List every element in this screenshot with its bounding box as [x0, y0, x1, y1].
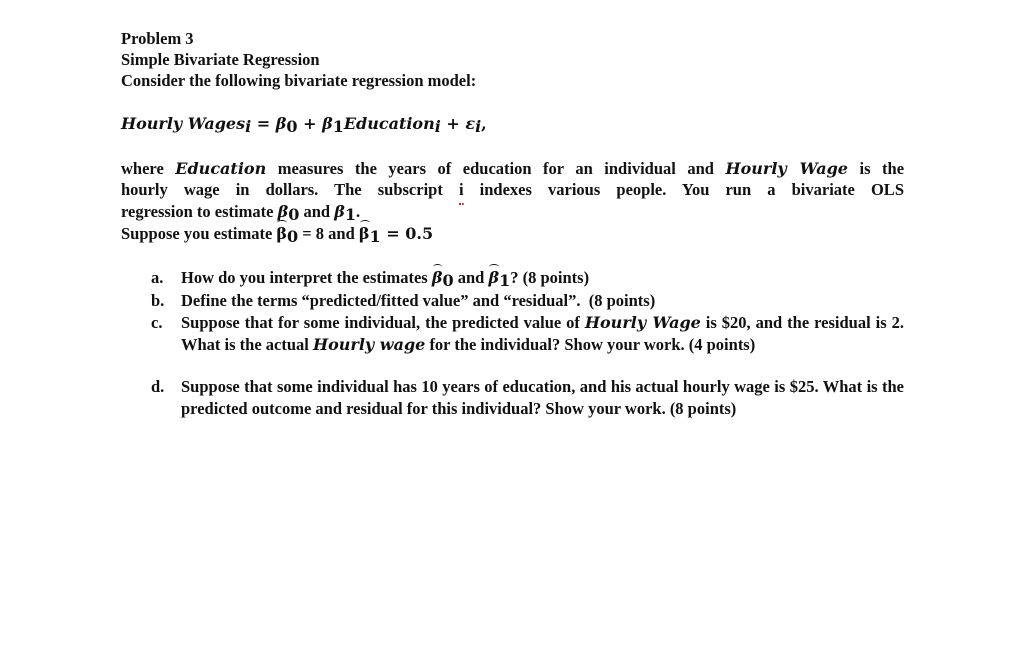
question-d-label: d. — [151, 377, 165, 396]
question-d-text: Suppose that some individual has 10 years of education, and his actual hourly wage is $25. What is the predicted outcome and residual for this individual? Show your work. (8 points) — [181, 377, 904, 418]
eq-plus: + — [440, 114, 466, 133]
text-span: . — [355, 202, 361, 221]
regression-equation — [121, 113, 487, 134]
beta0-symbol: β — [277, 202, 289, 221]
text-span: measures the years of education for an individual and — [266, 159, 726, 178]
beta0-subscript: 0 — [287, 227, 299, 246]
question-c — [151, 312, 904, 355]
text-span: Suppose you estimate — [121, 224, 277, 243]
eq-error: ε — [465, 114, 476, 133]
var-hourly-wage: Hourly Wage — [584, 313, 701, 332]
paragraph-line-1 — [121, 158, 904, 179]
text-span: is $20, and the residual is 2. What is the actual — [181, 313, 904, 354]
text-span: indexes various people. You run a bivariate OLS — [463, 180, 904, 199]
beta0-subscript: 0 — [288, 205, 300, 224]
question-c-label: c. — [151, 313, 163, 332]
text-span: Suppose that for some individual, the predicted value of — [181, 313, 585, 332]
text-span: and — [299, 202, 335, 221]
subscript-i-spellcheck: i — [458, 180, 464, 199]
beta0-subscript: 0 — [442, 271, 454, 290]
eq-comma: , — [481, 114, 487, 133]
eq-beta0-subscript: 0 — [286, 117, 298, 136]
question-a — [151, 267, 904, 290]
var-hourly-wage: Hourly Wage — [725, 159, 848, 178]
problem-title: Problem 3 — [121, 29, 194, 48]
eq-equals: = — [251, 114, 276, 133]
beta1-hat-symbol: β — [488, 268, 500, 287]
text-span: ? (8 points) — [510, 268, 590, 287]
paragraph-line-2 — [121, 179, 904, 200]
text-span: = 8 and — [298, 224, 359, 243]
beta0-hat-symbol: β — [431, 268, 443, 287]
question-b — [151, 290, 904, 312]
paragraph-line-4 — [121, 223, 433, 244]
var-hourly-wage: Hourly wage — [313, 334, 426, 354]
question-b-text: Define the terms “predicted/fitted value” and “residual”. (8 points) — [181, 291, 656, 310]
eq-beta1-subscript: 1 — [332, 117, 344, 136]
eq-education-subscript: i — [434, 117, 441, 136]
question-b-label: b. — [151, 291, 165, 310]
paragraph-line-3 — [121, 201, 360, 222]
beta1-subscript: 1 — [369, 227, 381, 246]
text-span: How do you interpret the estimates — [181, 268, 432, 287]
beta1-subscript: 1 — [344, 205, 356, 224]
question-a-text — [181, 267, 904, 289]
text-span: hourly wage in dollars. The subscript — [121, 180, 459, 199]
text-span: for the individual? Show your work. (4 points) — [425, 334, 756, 354]
question-a-label: a. — [151, 268, 164, 287]
text-span: and — [453, 268, 489, 287]
eq-beta1: β — [322, 114, 333, 133]
eq-plus: + — [297, 114, 323, 133]
text-span: = 0.5 — [380, 224, 434, 243]
text-span: regression to estimate — [121, 202, 278, 221]
beta1-hat-symbol: β — [358, 224, 370, 243]
eq-lhs-subscript: i — [245, 117, 252, 136]
beta1-subscript: 1 — [499, 271, 511, 290]
text-span: where — [121, 159, 176, 178]
problem-intro: Consider the following bivariate regression model: — [121, 71, 477, 90]
eq-lhs: Hourly Wages — [121, 114, 246, 133]
question-c-text — [181, 312, 904, 355]
beta0-hat-symbol: β — [276, 224, 288, 243]
eq-education: Education — [343, 114, 435, 133]
var-education: Education — [175, 159, 267, 178]
beta1-symbol: β — [334, 202, 345, 221]
text-span: is the — [848, 159, 905, 178]
eq-beta0: β — [275, 114, 287, 133]
problem-subtitle: Simple Bivariate Regression — [121, 50, 320, 69]
eq-error-subscript: i — [475, 117, 482, 136]
question-d — [151, 376, 904, 419]
